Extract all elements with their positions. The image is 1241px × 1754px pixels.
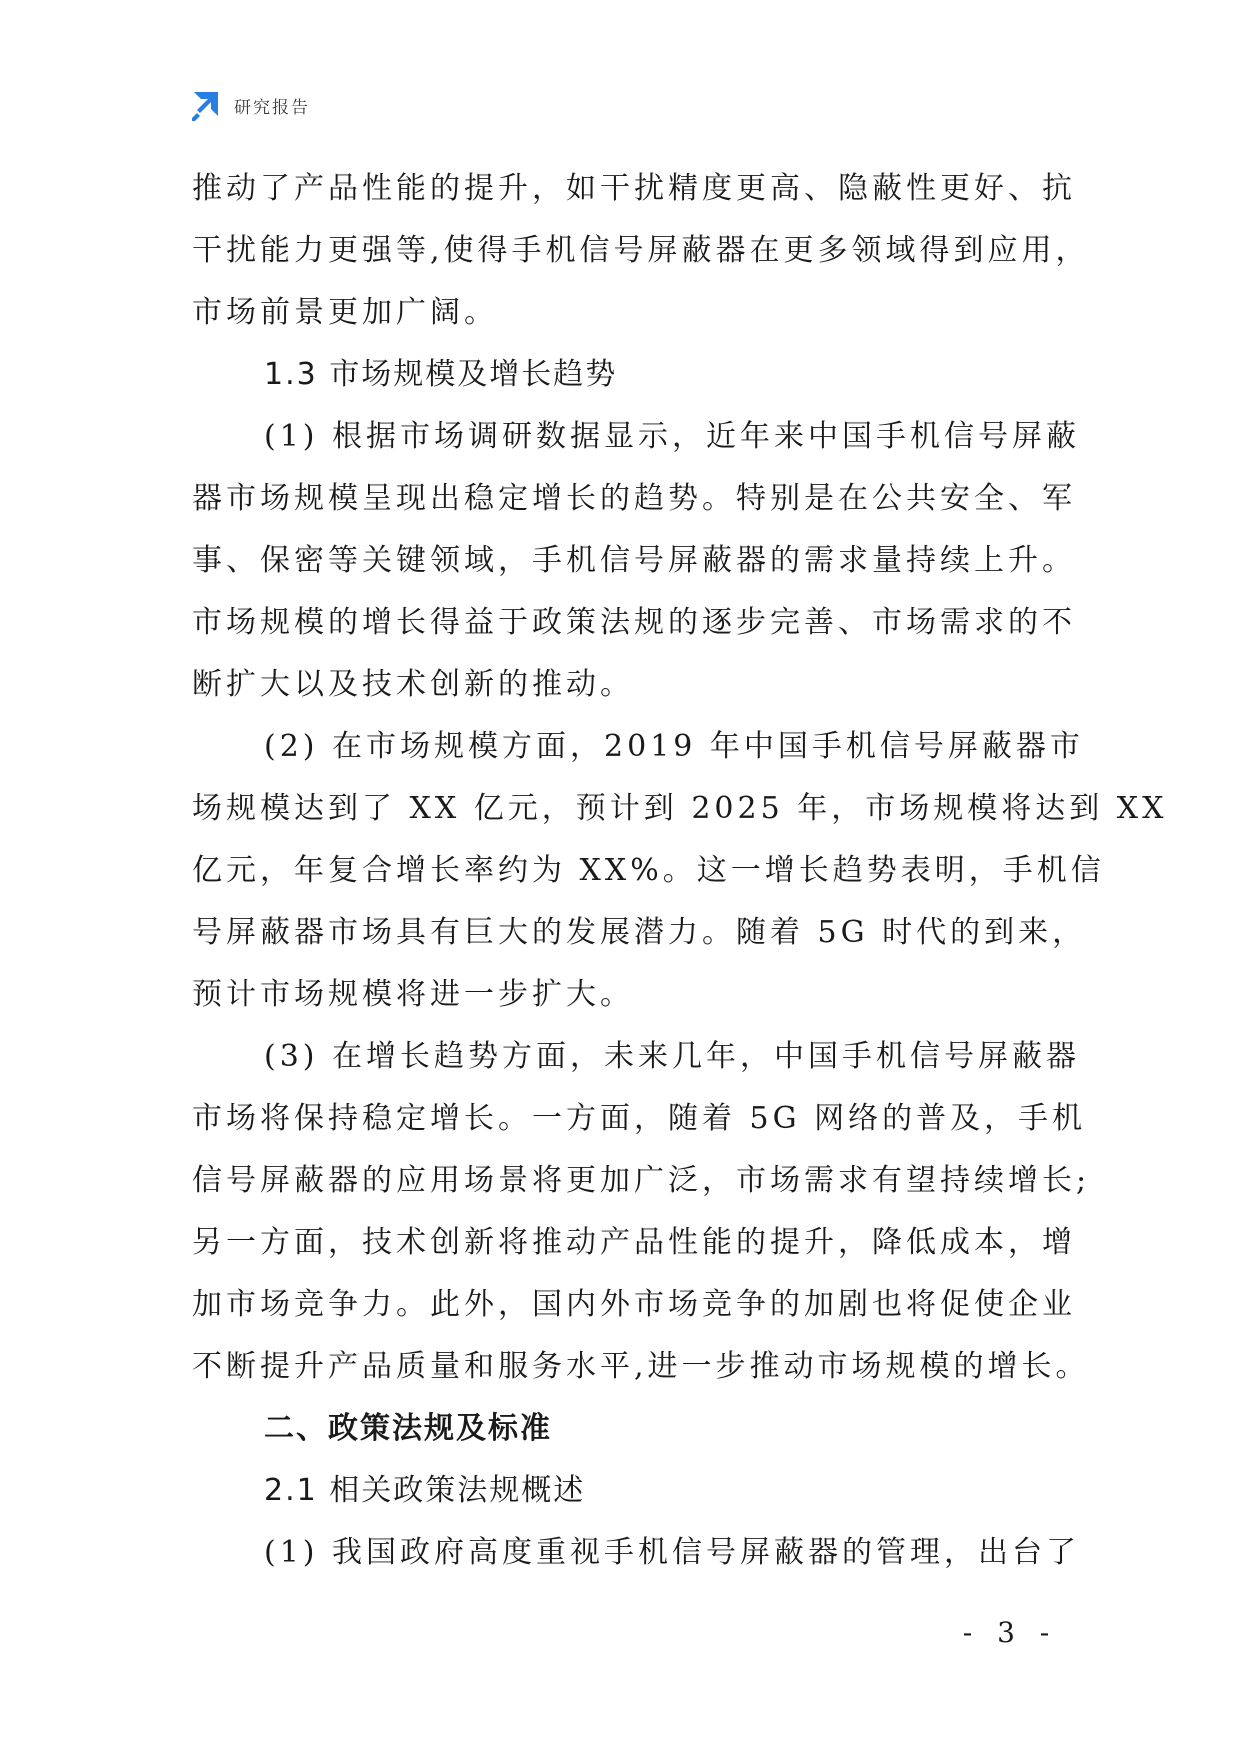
section-heading: 二、政策法规及标准 — [264, 1411, 552, 1446]
paragraph-line: 加市场竞争力。此外，国内外市场竞争的加剧也将促使企业 — [192, 1287, 1076, 1322]
paragraph-line: 场规模达到了 XX 亿元，预计到 2025 年，市场规模将达到 XX — [192, 791, 1168, 826]
subsection-heading: 1.3 市场规模及增长趋势 — [264, 357, 618, 392]
paragraph-line: (3) 在增长趋势方面，未来几年，中国手机信号屏蔽器 — [264, 1039, 1081, 1074]
paragraph-line: 信号屏蔽器的应用场景将更加广泛，市场需求有望持续增长; — [192, 1163, 1091, 1198]
paragraph-line: 器市场规模呈现出稳定增长的趋势。特别是在公共安全、军 — [192, 481, 1076, 516]
paragraph-line: 亿元，年复合增长率约为 XX%。这一增长趋势表明，手机信 — [192, 853, 1105, 888]
report-header — [188, 88, 310, 122]
paragraph-line: 断扩大以及技术创新的推动。 — [192, 667, 634, 702]
page-number: - 3 - — [962, 1616, 1058, 1649]
paragraph-line: (1) 根据市场调研数据显示，近年来中国手机信号屏蔽 — [264, 419, 1081, 454]
header-title: 研究报告 — [234, 97, 310, 118]
paragraph-line: (1) 我国政府高度重视手机信号屏蔽器的管理，出台了 — [264, 1535, 1081, 1570]
paragraph-line: 市场前景更加广阔。 — [192, 295, 498, 330]
arrow-up-right-icon — [188, 88, 222, 122]
paragraph-line: 推动了产品性能的提升，如干扰精度更高、隐蔽性更好、抗 — [192, 171, 1076, 206]
paragraph-line: 事、保密等关键领域，手机信号屏蔽器的需求量持续上升。 — [192, 543, 1076, 578]
paragraph-line: 不断提升产品质量和服务水平,进一步推动市场规模的增长。 — [192, 1349, 1090, 1384]
paragraph-line: 另一方面，技术创新将推动产品性能的提升，降低成本，增 — [192, 1225, 1076, 1260]
paragraph-line: 市场规模的增长得益于政策法规的逐步完善、市场需求的不 — [192, 605, 1076, 640]
subsection-heading: 2.1 相关政策法规概述 — [264, 1473, 586, 1508]
paragraph-line: 干扰能力更强等,使得手机信号屏蔽器在更多领域得到应用， — [192, 233, 1090, 268]
paragraph-line: 预计市场规模将进一步扩大。 — [192, 977, 634, 1012]
document-body — [192, 158, 1168, 1584]
paragraph-line: 市场将保持稳定增长。一方面，随着 5G 网络的普及，手机 — [192, 1101, 1087, 1136]
paragraph-line: 号屏蔽器市场具有巨大的发展潜力。随着 5G 时代的到来， — [192, 915, 1087, 950]
paragraph-line: (2) 在市场规模方面，2019 年中国手机信号屏蔽器市 — [264, 729, 1084, 764]
